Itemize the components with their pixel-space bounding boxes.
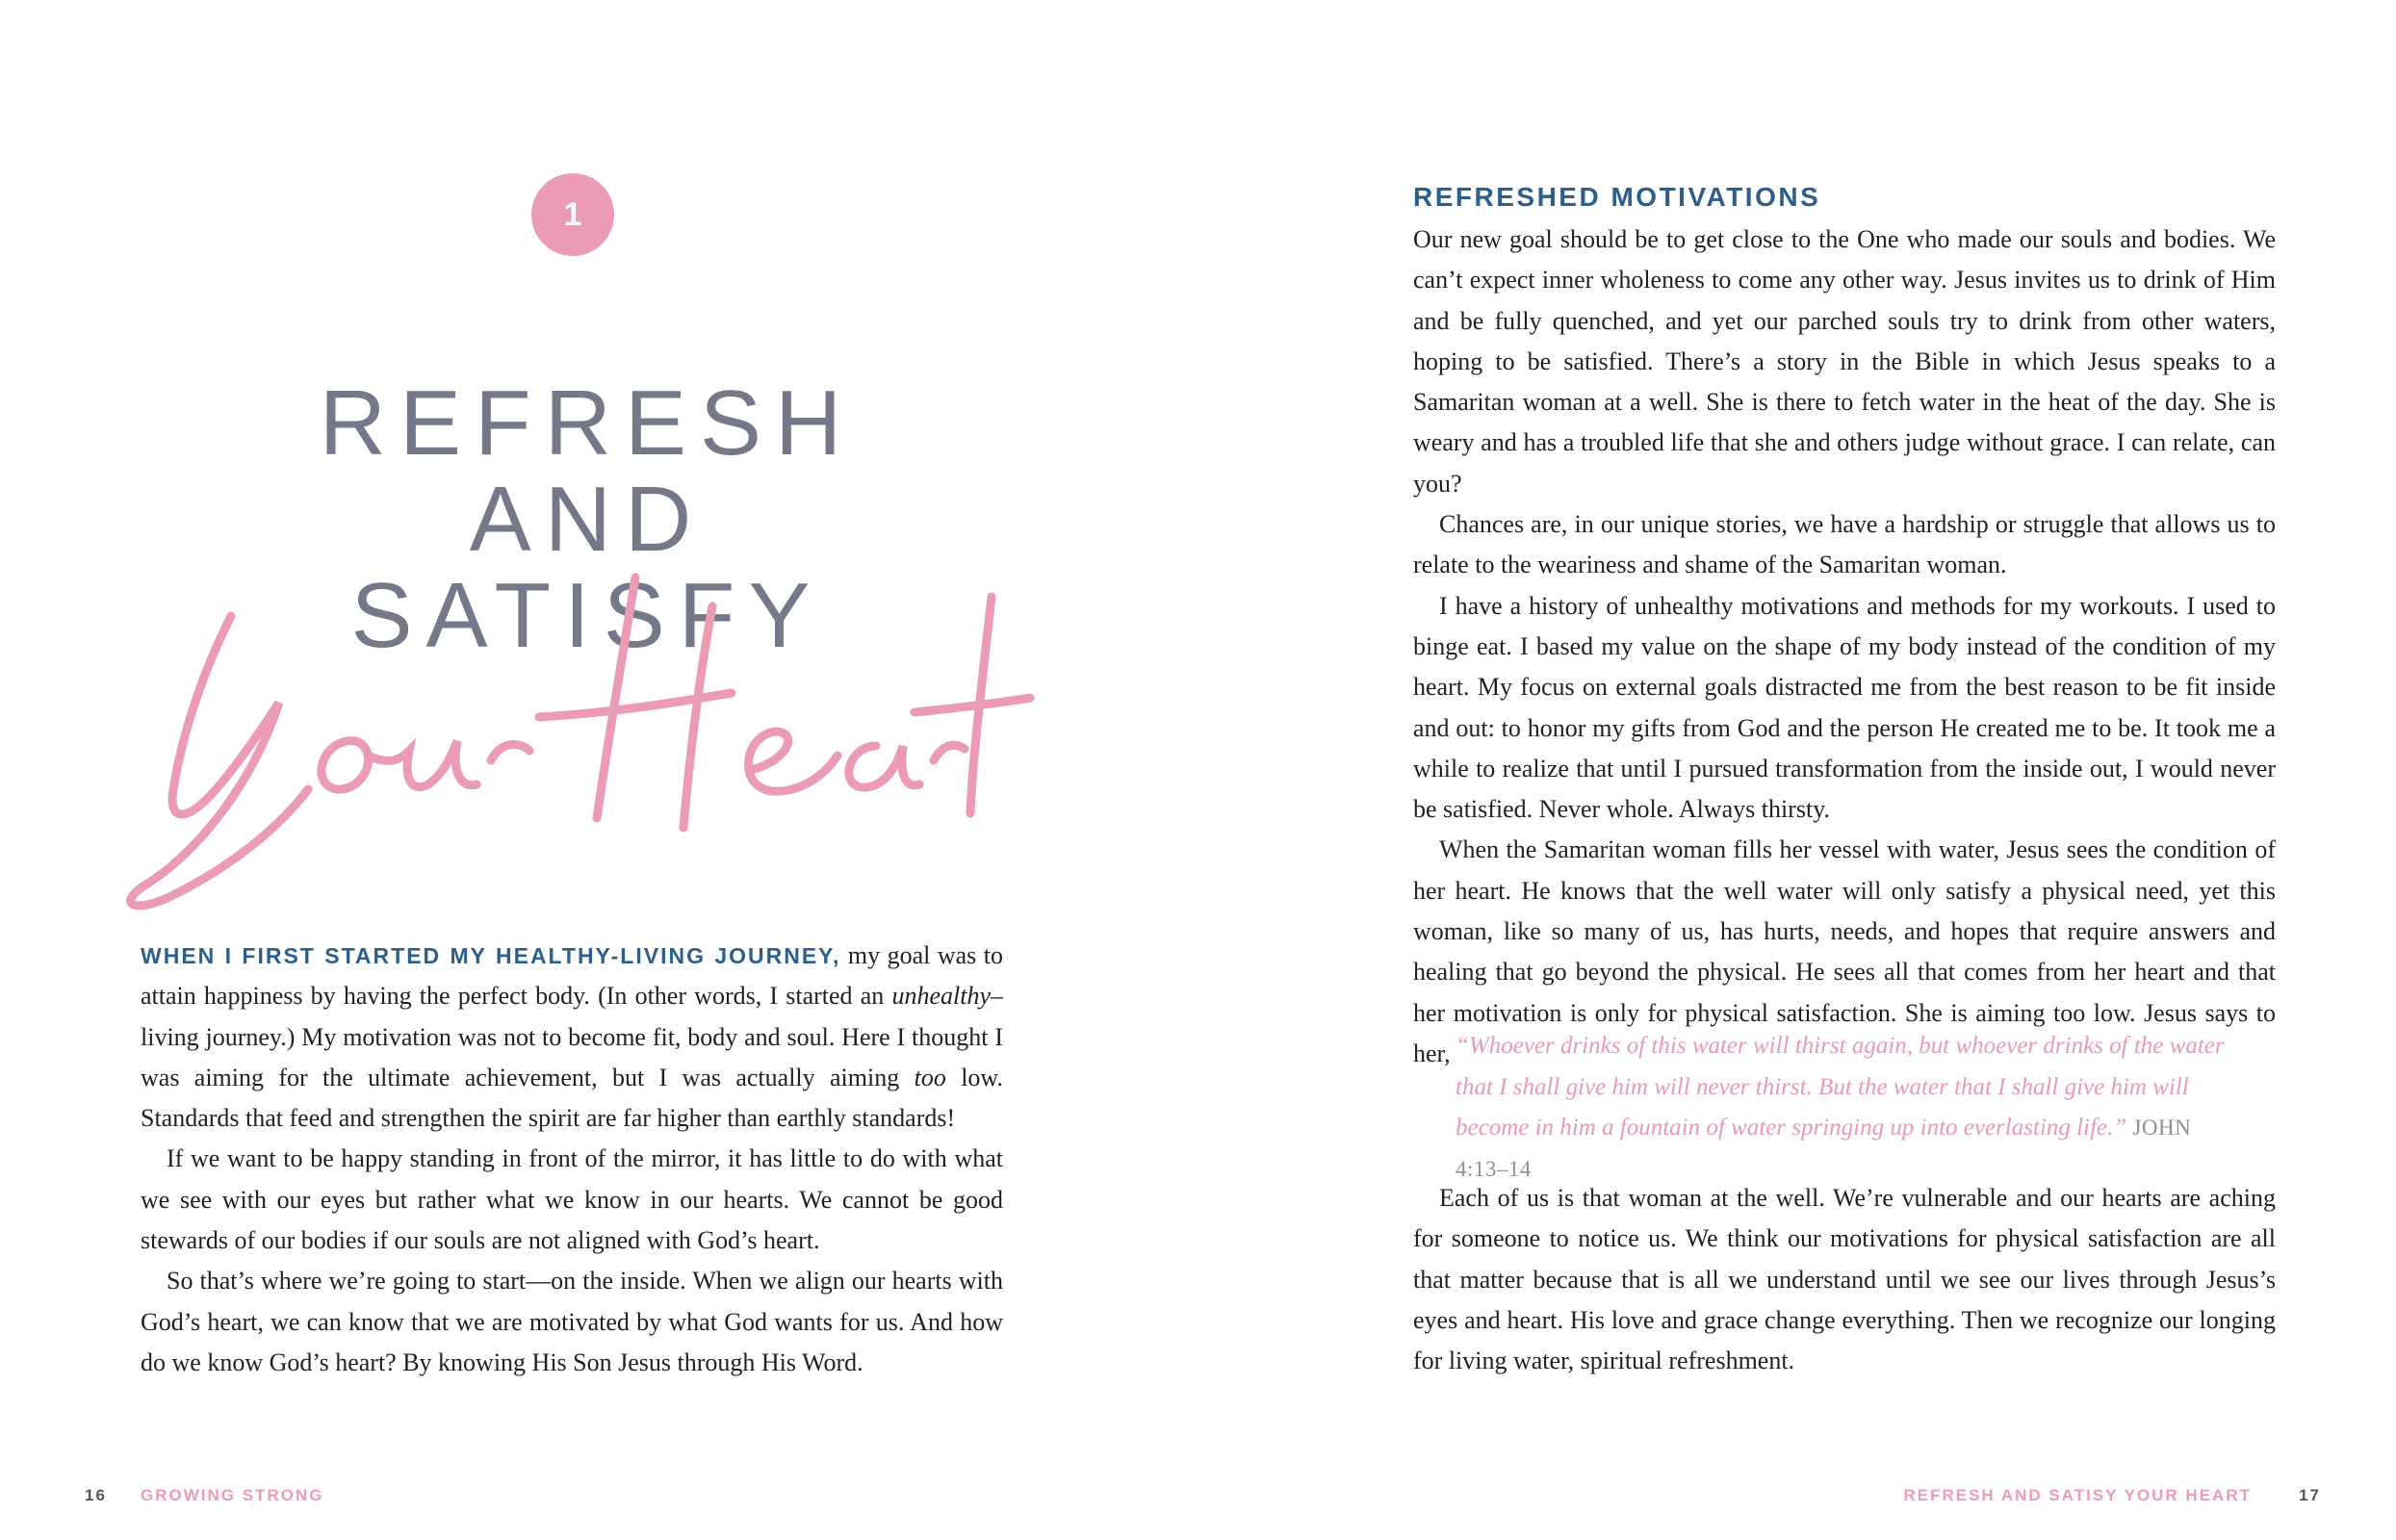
- right-paragraph-4: When the Samaritan woman fills her vessel with water, Jesus sees the condition of her heart. He knows that the well water will only satisfy a physical need, yet this woman, like so many of us, has hurts, needs, and hopes that require answers and healing that go beyond the physical. He sees all that comes from her heart and that her motivation is only for physical satisfaction. She is aiming too low. Jesus says to her,: [1413, 835, 2276, 1067]
- left-paragraph-3: So that’s where we’re going to start—on the inside. When we align our hearts with God’s heart, we can know that we are motivated by what God wants for us. And how do we know God’s heart? By knowing His Son Jesus through His Word.: [141, 1267, 1003, 1376]
- scripture-quote: [1456, 1026, 2241, 1190]
- right-page-number: 17: [2299, 1486, 2321, 1504]
- right-paragraph-3: I have a history of unhealthy motivations and methods for my workouts. I used to binge eat. I based my value on the shape of my body instead of the condition of my heart. My focus on external goals distracted me from the best reason to be fit inside and out: to honor my gifts from God and the person He created me to be. It took me a while to realize that until I pursued transformation from the inside out, I would never be satisfied. Never whole. Always thirsty.: [1413, 591, 2276, 824]
- quote-reference: JOHN 4:13–14: [1456, 1116, 2192, 1181]
- right-page: [1198, 0, 2396, 1540]
- left-paragraph-2: If we want to be happy standing in front of the mirror, it has little to do with what we see with our eyes but rather what we know in our hearts. We cannot be good stewards of our bodies if our souls are not aligned with God’s heart.: [141, 1144, 1003, 1255]
- chapter-title-line-2: AND: [469, 468, 706, 571]
- quote-text: “Whoever drinks of this water will thirst again, but whoever drinks of the water that I shall give him will never thirst. But the water that I shall give him will become in him a fountain of water springing up into everlasting life.”: [1456, 1033, 2225, 1141]
- chapter-number-badge: 1: [531, 173, 614, 256]
- left-running-head: GROWING STRONG: [141, 1486, 324, 1504]
- chapter-title-line-3: SATISFY: [350, 564, 824, 667]
- left-body-text: [141, 936, 1003, 1383]
- lead-in: WHEN I FIRST STARTED MY HEALTHY-LIVING JOURNEY,: [141, 943, 841, 968]
- section-heading: REFRESHED MOTIVATIONS: [1413, 182, 1821, 212]
- right-paragraph-5: Each of us is that woman at the well. We’re vulnerable and our hearts are aching for someone to notice us. We think our motivations for physical satisfaction are all that matter because that is all we understand until we see our lives through Jesus’s eyes and heart. His love and grace change everything. Then we recognize our longing for living water, spiritual refreshment.: [1413, 1184, 2276, 1375]
- right-paragraph-1: Our new goal should be to get close to the One who made our souls and bodies. We can’t expect inner wholeness to come any other way. Jesus invites us to drink of Him and be fully quenched, and yet our parched souls try to drink from other waters, hoping to be satisfied. There’s a story in the Bible in which Jesus speaks to a Samaritan woman at a well. She is there to fetch water in the heat of the day. She is weary and has a troubled life that she and others judge without grace. I can relate, can you?: [1413, 225, 2276, 498]
- right-paragraph-2: Chances are, in our unique stories, we have a hardship or struggle that allows us to relate to the weariness and shame of the Samaritan woman.: [1413, 510, 2276, 579]
- chapter-title-line-1: REFRESH: [319, 372, 856, 475]
- right-running-head: REFRESH AND SATISY YOUR HEART: [1903, 1486, 2252, 1504]
- left-page-number: 16: [85, 1486, 107, 1504]
- script-title-your-heart: [116, 568, 1040, 914]
- left-paragraph-1: WHEN I FIRST STARTED MY HEALTHY-LIVING JOURNEY, my goal was to attain happiness by having the perfect body. (In other words, I started an unhealthy–living journey.) My motivation was not to become fit, body and soul. Here I thought I was aiming for the ultimate achievement, but I was actually aiming too low. Standards that feed and strengthen the spirit are far higher than earthly standards!: [141, 941, 1004, 1133]
- right-body-text-continued: [1413, 1178, 2276, 1381]
- right-body-text: [1413, 219, 2276, 1074]
- script-title-text: Your Heart: [116, 568, 120, 569]
